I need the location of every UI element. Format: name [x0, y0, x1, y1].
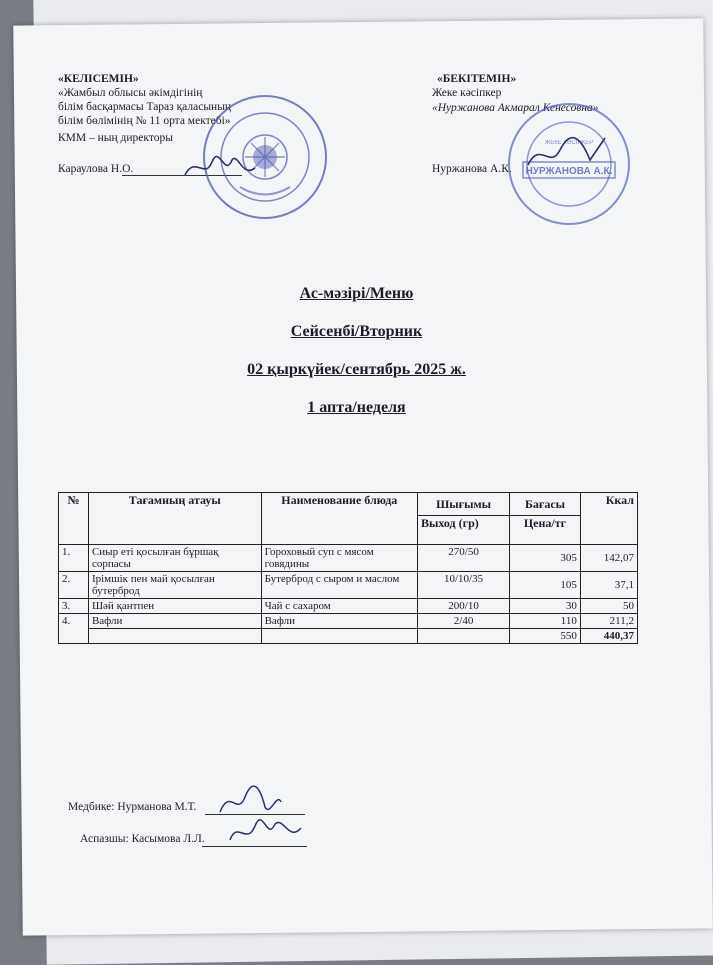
- row-price: 30: [510, 599, 581, 614]
- header-name-kz: Тағамның атауы: [88, 493, 261, 545]
- day-title: Сейсенбі/Вторник: [290, 323, 423, 340]
- header-price-kz: Бағасы: [510, 493, 581, 516]
- header-price-ru: Цена/тг: [510, 516, 581, 545]
- total-empty: [417, 629, 509, 644]
- approval-left-line: білім басқармасы Тараз қаласының: [58, 101, 232, 113]
- table-row: [59, 572, 638, 599]
- row-name-kz: Шәй қантпен: [88, 599, 261, 614]
- approval-left-signatory: Караулова Н.О.: [58, 163, 134, 175]
- approval-right-line: «Нуржанова Акмарал Кенесовна»: [432, 102, 599, 114]
- total-empty: [261, 629, 417, 644]
- row-num: 4.: [59, 614, 89, 644]
- row-num: 2.: [59, 572, 89, 599]
- stamp-center-text: НУРЖАНОВА А.К.: [525, 166, 613, 177]
- entrepreneur-signature: [520, 130, 610, 175]
- approval-right-line: Жеке кәсіпкер: [432, 87, 502, 99]
- cook-signature: [225, 812, 305, 852]
- row-num: 3.: [59, 599, 89, 614]
- table-total-row: [59, 629, 638, 644]
- approval-left-line: КММ – ның директоры: [58, 132, 173, 144]
- row-output: 10/10/35: [417, 572, 509, 599]
- header-name-ru: Наименование блюда: [261, 493, 417, 545]
- row-num: 1.: [59, 545, 89, 572]
- stamp-ring-text: ЖЕКЕ КӘСІПКЕР: [544, 140, 594, 146]
- row-name-ru: Вафли: [261, 614, 417, 629]
- row-output: 2/40: [417, 614, 509, 629]
- cook-signatory: Аспазшы: Касымова Л.Л.: [80, 833, 205, 845]
- director-signature: [180, 150, 260, 190]
- row-kcal: 211,2: [580, 614, 637, 629]
- row-name-ru: Гороховый суп с мясом говядины: [261, 545, 417, 572]
- row-price: 105: [510, 572, 581, 599]
- row-price: 305: [510, 545, 581, 572]
- row-kcal: 37,1: [580, 572, 637, 599]
- week-title: 1 апта/неделя: [307, 399, 406, 416]
- row-name-kz: Ірімшік пен май қосылған бутерброд: [88, 572, 261, 599]
- total-price: 550: [510, 629, 581, 644]
- total-empty: [88, 629, 261, 644]
- approval-right-signatory: Нуржанова А.К.: [432, 163, 512, 175]
- row-output: 270/50: [417, 545, 509, 572]
- row-price: 110: [510, 614, 581, 629]
- table-row: [59, 599, 638, 614]
- menu-title: Ас-мәзірі/Меню: [299, 285, 414, 302]
- row-name-ru: Чай с сахаром: [261, 599, 417, 614]
- row-name-kz: Сиыр еті қосылған бұршақ сорпасы: [88, 545, 261, 572]
- header-output-ru: Выход (гр): [417, 516, 509, 545]
- table-row: [59, 545, 638, 572]
- header-kcal: Ккал: [580, 493, 637, 545]
- total-kcal: 440,37: [580, 629, 637, 644]
- header-num: №: [59, 493, 89, 545]
- header-output-kz: Шығымы: [417, 493, 509, 516]
- nurse-signatory: Медбике: Нурманова М.Т.: [68, 801, 197, 813]
- row-output: 200/10: [417, 599, 509, 614]
- approval-left-line: білім бөлімінің № 11 орта мектебі»: [58, 115, 231, 127]
- table-header-row: [59, 493, 638, 516]
- row-kcal: 50: [580, 599, 637, 614]
- row-name-kz: Вафли: [88, 614, 261, 629]
- row-name-ru: Бутерброд с сыром и маслом: [261, 572, 417, 599]
- menu-table: [58, 492, 638, 644]
- date-title: 02 қыркүйек/сентябрь 2025 ж.: [247, 361, 466, 378]
- approval-right-title: «БЕКІТЕМІН»: [437, 73, 517, 85]
- approval-left-line: «Жамбыл облысы әкімдігінің: [58, 87, 203, 99]
- row-kcal: 142,07: [580, 545, 637, 572]
- table-row: [59, 614, 638, 629]
- approval-left-title: «КЕЛІСЕМІН»: [58, 73, 139, 85]
